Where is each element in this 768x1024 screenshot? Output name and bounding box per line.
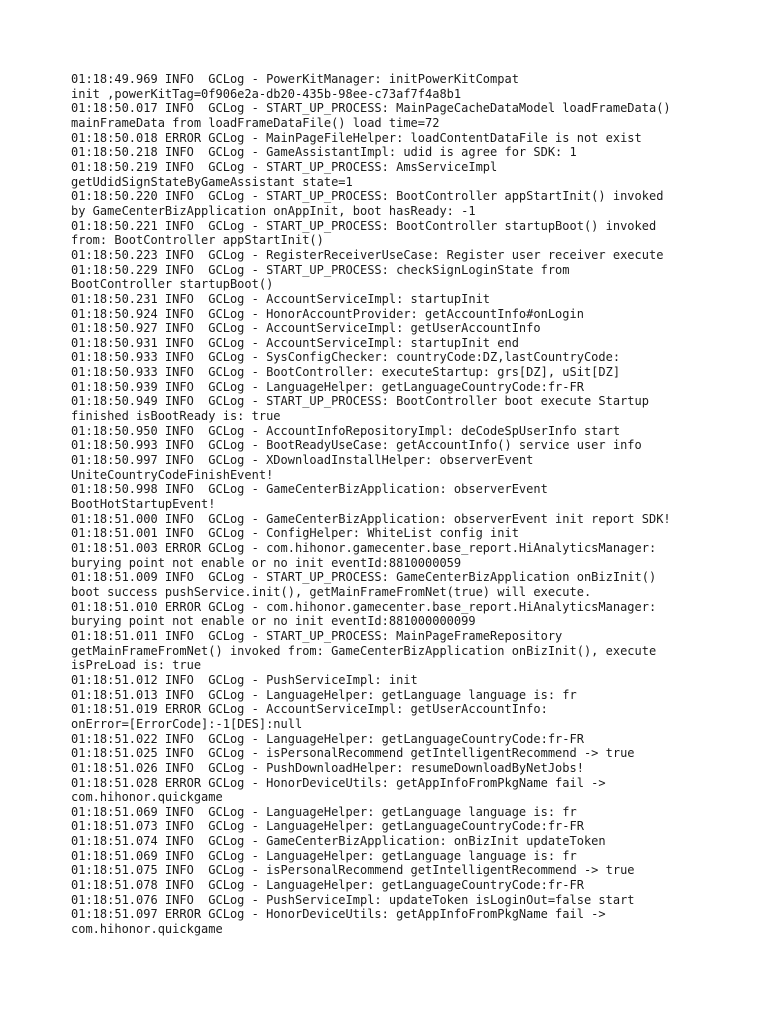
log-document	[71, 72, 761, 937]
log-line: 01:18:50.949 INFO GCLog - START_UP_PROCESS: BootController boot execute Startup finished isBootReady is: true	[71, 394, 649, 424]
log-line: 01:18:51.019 ERROR GCLog - AccountServiceImpl: getUserAccountInfo: onError=[ErrorCode]:-1[DES]:null	[71, 702, 548, 731]
log-line: 01:18:50.998 INFO GCLog - GameCenterBizApplication: observerEvent BootHotStartupEvent!	[71, 482, 548, 512]
log-line: 01:18:51.025 INFO GCLog - isPersonalRecommend getIntelligentRecommend -> true	[71, 746, 635, 761]
log-line: 01:18:51.026 INFO GCLog - PushDownloadHelper: resumeDownloadByNetJobs!	[71, 760, 584, 775]
log-line: 01:18:51.012 INFO GCLog - PushServiceImpl: init	[71, 672, 418, 687]
log-line: 01:18:51.078 INFO GCLog - LanguageHelper: getLanguageCountryCode:fr-FR	[71, 878, 584, 893]
log-line: 01:18:50.933 INFO GCLog - SysConfigChecker: countryCode:DZ,lastCountryCode:	[71, 350, 621, 365]
log-line: 01:18:50.017 INFO GCLog - START_UP_PROCESS: MainPageCacheDataModel loadFrameData() mainFrameData from loadFrameDataFile() load time=72	[71, 101, 671, 130]
log-line: 01:18:51.097 ERROR GCLog - HonorDeviceUtils: getAppInfoFromPkgName fail -> com.hihonor.quickgame	[71, 907, 606, 937]
log-line: 01:18:51.009 INFO GCLog - START_UP_PROCESS: GameCenterBizApplication onBizInit() boot success pushService.init(), getMainFrameFromNet(true) will execute.	[71, 570, 657, 599]
log-line: 01:18:51.003 ERROR GCLog - com.hihonor.gamecenter.base_report.HiAnalyticsManager: burying point not enable or no init eventId:8810000059	[71, 541, 657, 570]
log-line: 01:18:50.218 INFO GCLog - GameAssistantImpl: udid is agree for SDK: 1	[71, 145, 577, 160]
log-text-block	[71, 72, 761, 937]
log-line: 01:18:50.931 INFO GCLog - AccountServiceImpl: startupInit end	[71, 335, 519, 350]
log-line: 01:18:50.231 INFO GCLog - AccountServiceImpl: startupInit	[71, 291, 491, 306]
log-line: 01:18:50.933 INFO GCLog - BootController: executeStartup: grs[DZ], uSit[DZ]	[71, 365, 621, 380]
log-line: 01:18:51.011 INFO GCLog - START_UP_PROCESS: MainPageFrameRepository getMainFrameFromNet() invoked from: GameCenterBizApplication onBizInit(), execute isPreLoad is: true	[71, 628, 657, 673]
log-line: 01:18:50.924 INFO GCLog - HonorAccountProvider: getAccountInfo#onLogin	[71, 306, 584, 321]
log-line: 01:18:51.073 INFO GCLog - LanguageHelper: getLanguageCountryCode:fr-FR	[71, 819, 584, 834]
log-line: 01:18:51.069 INFO GCLog - LanguageHelper: getLanguage language is: fr	[71, 848, 577, 863]
log-line: 01:18:51.069 INFO GCLog - LanguageHelper: getLanguage language is: fr	[71, 804, 577, 819]
log-line: 01:18:50.927 INFO GCLog - AccountServiceImpl: getUserAccountInfo	[71, 321, 541, 336]
log-line: 01:18:50.229 INFO GCLog - START_UP_PROCESS: checkSignLoginState from BootController startupBoot()	[71, 262, 570, 292]
log-line: 01:18:51.076 INFO GCLog - PushServiceImpl: updateToken isLoginOut=false start	[71, 892, 635, 907]
log-line: 01:18:50.939 INFO GCLog - LanguageHelper: getLanguageCountryCode:fr-FR	[71, 379, 584, 394]
log-line: 01:18:51.001 INFO GCLog - ConfigHelper: WhiteList config init	[71, 526, 519, 541]
log-line: 01:18:51.013 INFO GCLog - LanguageHelper: getLanguage language is: fr	[71, 687, 577, 702]
log-line: 01:18:50.220 INFO GCLog - START_UP_PROCESS: BootController appStartInit() invoked by GameCenterBizApplication onAppInit, boot hasReady: -1	[71, 189, 664, 218]
log-line: 01:18:51.000 INFO GCLog - GameCenterBizApplication: observerEvent init report SDK!	[71, 511, 671, 526]
log-line: 01:18:51.028 ERROR GCLog - HonorDeviceUtils: getAppInfoFromPkgName fail -> com.hihonor.quickgame	[71, 775, 606, 805]
log-line: 01:18:50.219 INFO GCLog - START_UP_PROCESS: AmsServiceImpl getUdidSignStateByGameAssistant state=1	[71, 159, 498, 189]
log-line: 01:18:51.075 INFO GCLog - isPersonalRecommend getIntelligentRecommend -> true	[71, 863, 635, 878]
log-line: 01:18:50.950 INFO GCLog - AccountInfoRepositoryImpl: deCodeSpUserInfo start	[71, 423, 621, 438]
log-line: 01:18:50.997 INFO GCLog - XDownloadInstallHelper: observerEvent UniteCountryCodeFinishEvent!	[71, 453, 534, 482]
log-line: 01:18:51.010 ERROR GCLog - com.hihonor.gamecenter.base_report.HiAnalyticsManager: burying point not enable or no init eventId:881000000099	[71, 599, 657, 629]
log-line: 01:18:51.022 INFO GCLog - LanguageHelper: getLanguageCountryCode:fr-FR	[71, 731, 584, 746]
log-line: 01:18:50.018 ERROR GCLog - MainPageFileHelper: loadContentDataFile is not exist	[71, 130, 642, 145]
log-line: 01:18:49.969 INFO GCLog - PowerKitManager: initPowerKitCompat init ,powerKitTag=0f906e2a-db20-435b-98ee-c73af7f4a8b1	[71, 72, 519, 101]
log-line: 01:18:51.074 INFO GCLog - GameCenterBizApplication: onBizInit updateToken	[71, 834, 606, 849]
log-line: 01:18:50.221 INFO GCLog - START_UP_PROCESS: BootController startupBoot() invoked from: BootController appStartInit()	[71, 218, 657, 248]
log-line: 01:18:50.223 INFO GCLog - RegisterReceiverUseCase: Register user receiver execute	[71, 247, 664, 262]
log-line: 01:18:50.993 INFO GCLog - BootReadyUseCase: getAccountInfo() service user info	[71, 438, 642, 453]
